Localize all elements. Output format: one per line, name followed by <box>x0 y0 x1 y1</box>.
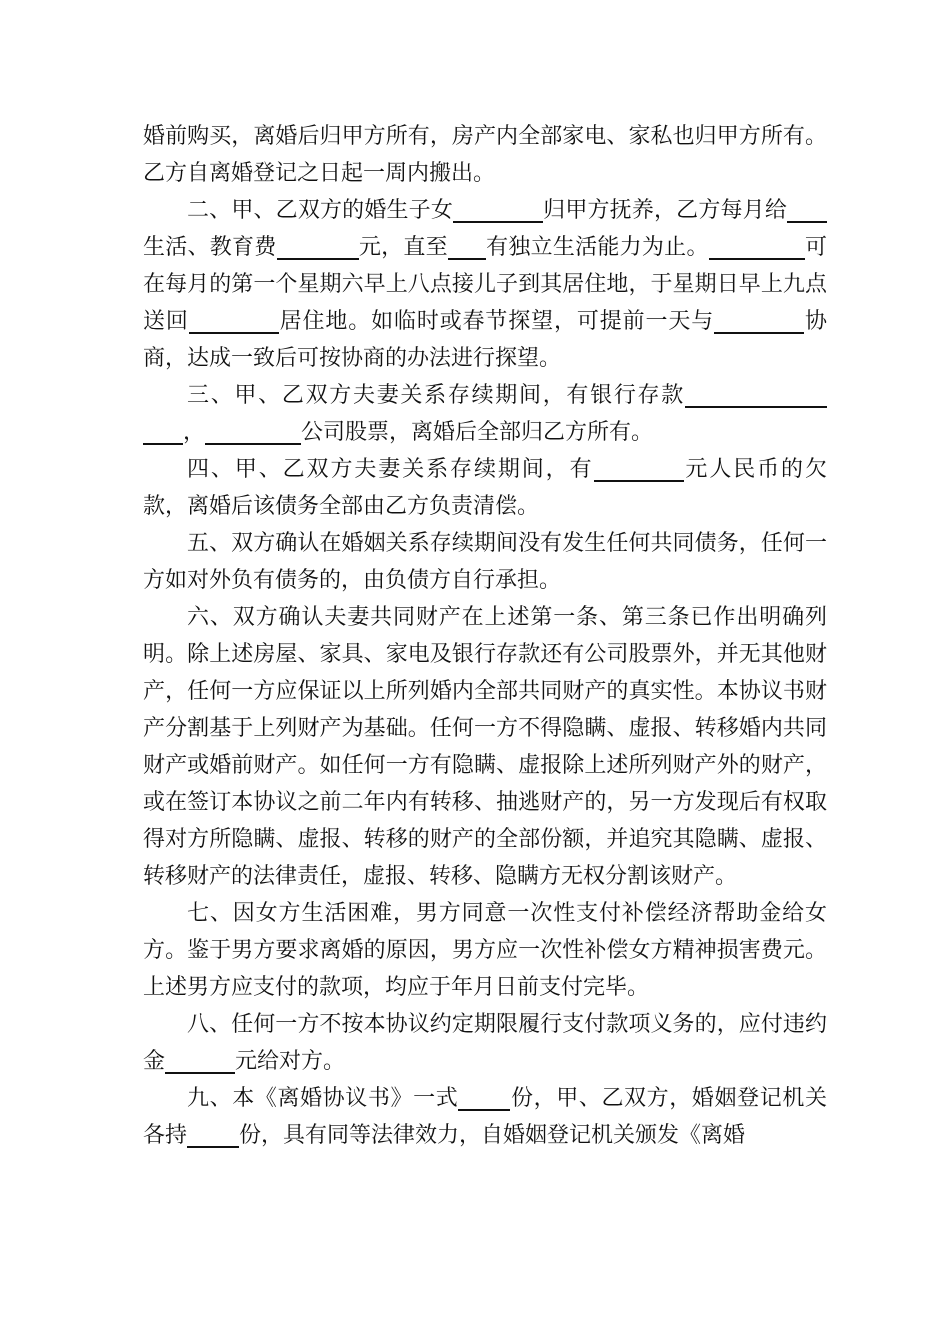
blank-line <box>187 1120 239 1148</box>
blank-line <box>787 195 827 223</box>
clause-4-debt <box>143 451 827 525</box>
clause-text: 五、双方确认在婚姻关系存续期间没有发生任何共同债务，任何一方如对外负有债务的，由负债方自行承担。 <box>143 531 827 593</box>
blank-line <box>448 232 486 260</box>
paragraph-continuation <box>143 118 827 192</box>
blank-line <box>709 232 805 260</box>
clause-text: 三、甲、乙双方夫妻关系存续期间，有银行存款 <box>187 383 685 408</box>
clause-text: 公司股票，离婚后全部归乙方所有。 <box>301 420 654 445</box>
clause-text: 八、任何一方不按本协议约定期限履行支付款项义务的，应付违约金 <box>143 1012 827 1074</box>
clause-8-penalty <box>143 1006 827 1080</box>
blank-line <box>458 1083 510 1111</box>
clause-text: 份，具有同等法律效力，自婚姻登记机关颁发《离婚 <box>239 1123 746 1148</box>
paragraph-text: 婚前购买，离婚后归甲方所有，房产内全部家电、家私也归甲方所有。乙方自离婚登记之日起一周内搬出。 <box>143 124 827 186</box>
clause-7-compensation <box>143 895 827 1006</box>
blank-line <box>277 232 359 260</box>
clause-text: 归甲方抚养，乙方每月给 <box>543 198 787 223</box>
clause-text: 六、双方确认夫妻共同财产在上述第一条、第三条已作出明确列明。除上述房屋、家具、家电及银行存款还有公司股票外，并无其他财产，任何一方应保证以上所列婚内全部共同财产的真实性。本协议书财产分割基于上列财产为基础。任何一方不得隐瞒、虚报、转移婚内共同财产或婚前财产。如任何一方有隐瞒、虚报除上述所列财产外的财产，或在签订本协议之前二年内有转移、抽逃财产的，另一方发现后有权取得对方所隐瞒、虚报、转移的财产的全部份额，并追究其隐瞒、虚报、转移财产的法律责任，虚报、转移、隐瞒方无权分割该财产。 <box>143 605 827 889</box>
clause-text: 九、本《离婚协议书》一式 <box>187 1086 459 1111</box>
clause-text: 生活、教育费 <box>143 235 277 260</box>
clause-text: 居住地。如临时或春节探望，可提前一天与 <box>278 309 715 334</box>
clause-6-property <box>143 599 827 895</box>
clause-text: 可在每月的第一个星期六早上八点接儿子到其居住地，于星期日早上九点送回 <box>143 235 827 334</box>
blank-line <box>189 306 279 334</box>
clause-text: 四、甲、乙双方夫妻关系存续期间，有 <box>187 457 594 482</box>
clause-text: 元，直至 <box>358 235 448 260</box>
clause-2-custody <box>143 192 827 377</box>
clause-5-joint-debt <box>143 525 827 599</box>
blank-line <box>453 195 543 223</box>
clause-text: 协商，达成一致后可按协商的办法进行探望。 <box>143 309 827 371</box>
document-page <box>143 118 827 1154</box>
clause-text: 份，甲、乙双方，婚姻登记机关各持 <box>143 1086 827 1148</box>
blank-line <box>205 417 301 445</box>
blank-line <box>685 380 827 408</box>
blank-line <box>714 306 804 334</box>
clause-text: 元给对方。 <box>235 1049 346 1074</box>
blank-line <box>594 454 684 482</box>
clause-3-deposits <box>143 377 827 451</box>
blank-line <box>143 417 183 445</box>
clause-text: 七、因女方生活困难，男方同意一次性支付补偿经济帮助金给女方。鉴于男方要求离婚的原因，男方应一次性补偿女方精神损害费元。上述男方应支付的款项，均应于年月日前支付完毕。 <box>143 901 827 1000</box>
clause-text: ， <box>183 420 206 445</box>
clause-text: 有独立生活能力为止。 <box>485 235 709 260</box>
clause-9-copies <box>143 1080 827 1154</box>
clause-text: 二、甲、乙双方的婚生子女 <box>187 198 453 223</box>
blank-line <box>165 1046 235 1074</box>
clause-text: 元人民币的欠款，离婚后该债务全部由乙方负责清偿。 <box>143 457 827 519</box>
